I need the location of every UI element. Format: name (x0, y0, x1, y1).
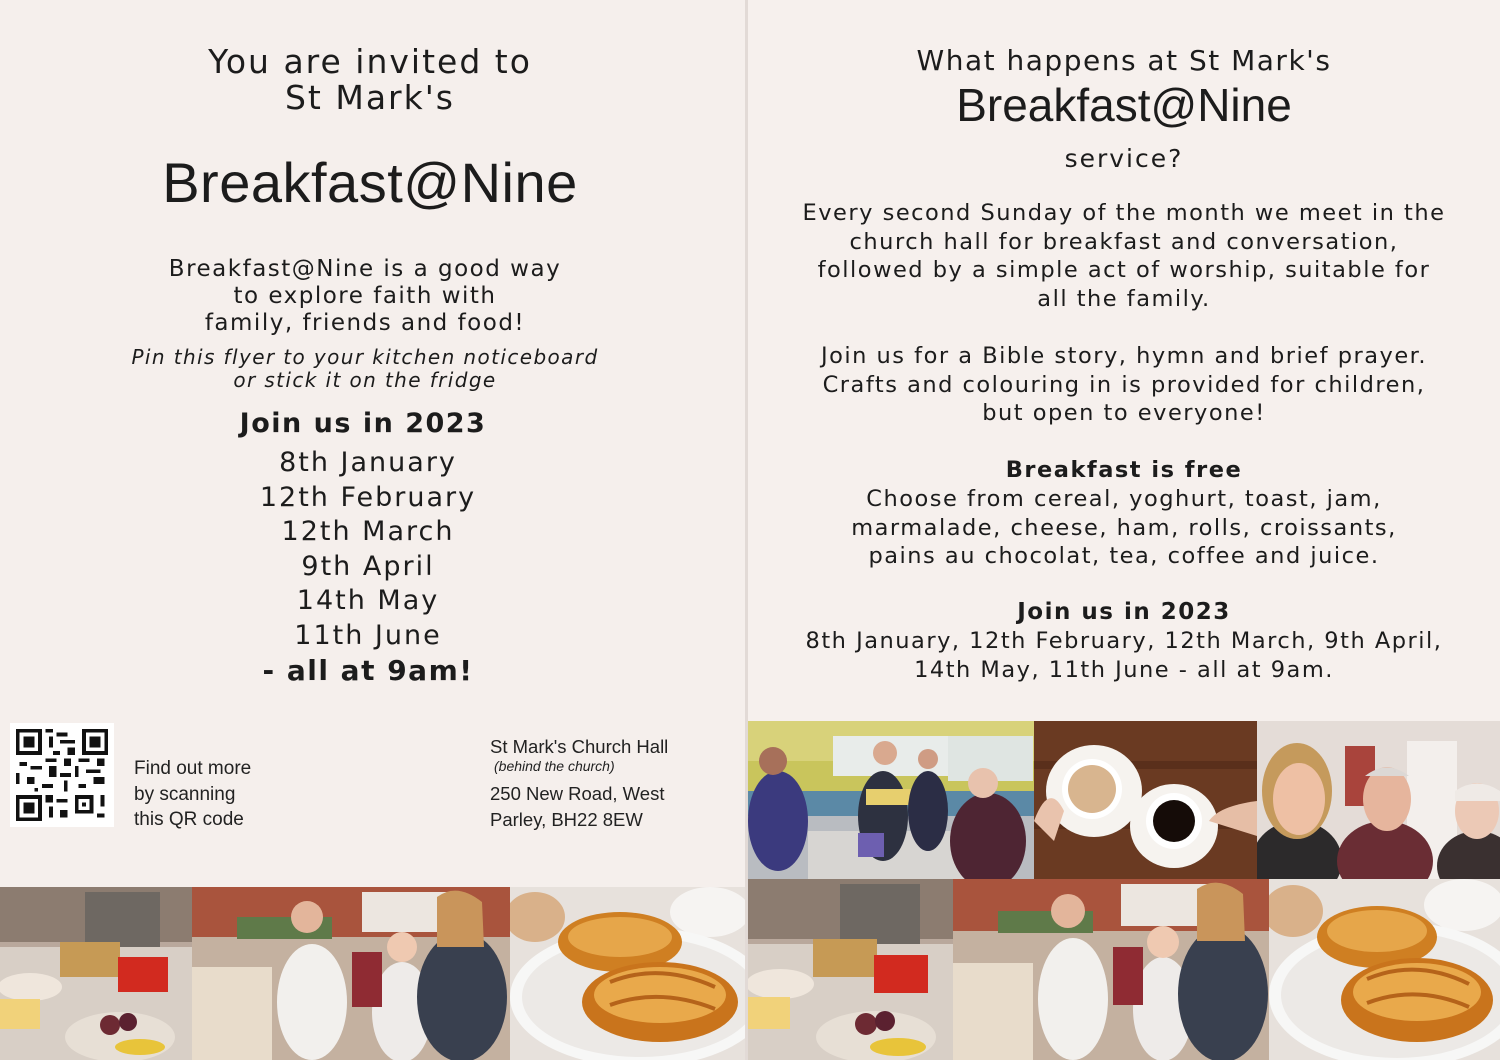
text-line: all the family. (1037, 285, 1211, 312)
address-note: (behind the church) (494, 758, 615, 774)
selfie-group-photo (1257, 721, 1500, 885)
qr-code[interactable] (10, 723, 114, 827)
intro-text (0, 256, 730, 337)
join-heading: Join us in 2023 (239, 408, 487, 439)
venue-address (490, 734, 668, 833)
croissants-photo (510, 887, 746, 1060)
qr-caption (134, 756, 251, 833)
text-line: pains au chocolat, tea, coffee and juice. (868, 543, 1380, 569)
qr-caption-line: Find out more (134, 758, 252, 779)
invite-heading (0, 44, 740, 116)
text-line: marmalade, cheese, ham, rolls, croissants, (851, 514, 1397, 541)
family-group-photo (192, 887, 510, 1060)
date-item: 12th March (281, 516, 455, 547)
dates-paragraph (748, 627, 1500, 684)
date-item: 11th June (294, 619, 442, 651)
free-heading: Breakfast is free (1005, 457, 1243, 483)
address-line: 250 New Road, West (490, 783, 665, 804)
invite-line-1: You are invited to (208, 42, 532, 81)
address-line: Parley, BH22 8EW (490, 809, 643, 830)
text-line: Every second Sunday of the month we meet in the (802, 200, 1446, 226)
family-group-photo (953, 879, 1269, 1060)
brand-title: Breakfast@Nine (162, 151, 578, 214)
text-line: Choose from cereal, yoghurt, toast, jam, (866, 486, 1382, 512)
qr-caption-line: by scanning (134, 783, 236, 805)
text-line: followed by a simple act of worship, suitable for (817, 257, 1431, 283)
address-line: St Mark's Church Hall (490, 736, 669, 757)
food-paragraph (748, 485, 1500, 571)
kitchen-volunteers-photo (748, 721, 1034, 879)
pin-line: Pin this flyer to your kitchen noticeboard (131, 345, 599, 369)
coffee-cups-photo (1034, 721, 1257, 879)
pin-line: or stick it on the fridge (233, 368, 497, 392)
date-item: 8th January (279, 447, 457, 478)
flyer-front (0, 0, 746, 1060)
breakfast-table-photo (748, 879, 953, 1060)
intro-line: to explore faith with (233, 283, 497, 309)
text-line: church hall for breakfast and conversation, (849, 228, 1399, 255)
text-line: Crafts and colouring in is provided for children, (822, 371, 1426, 398)
croissants-photo (1269, 879, 1500, 1060)
date-list (0, 446, 736, 653)
about-paragraph (748, 199, 1500, 313)
pin-note (0, 346, 730, 392)
date-item: 9th April (301, 550, 435, 582)
qr-caption-line: this QR code (134, 809, 244, 830)
invite-line-2: St Mark's (284, 78, 455, 117)
flyer-back (748, 0, 1500, 1060)
text-line: 14th May, 11th June - all at 9am. (914, 656, 1334, 683)
text-line: Join us for a Bible story, hymn and brief prayer. (820, 343, 1428, 369)
date-item: 12th February (259, 481, 477, 513)
join-heading: Join us in 2023 (1017, 599, 1231, 625)
worship-paragraph (748, 342, 1500, 428)
all-at-time: - all at 9am! (262, 654, 474, 687)
intro-line: family, friends and food! (204, 310, 526, 336)
intro-line: Breakfast@Nine is a good way (168, 256, 562, 282)
question-heading: What happens at St Mark's (916, 44, 1332, 77)
text-line: 8th January, 12th February, 12th March, 9th April, (805, 628, 1443, 654)
date-item: 14th May (296, 585, 440, 616)
question-end: service? (1064, 144, 1184, 173)
text-line: but open to everyone! (982, 400, 1266, 426)
breakfast-table-photo (0, 887, 192, 1060)
brand-title: Breakfast@Nine (956, 79, 1292, 131)
